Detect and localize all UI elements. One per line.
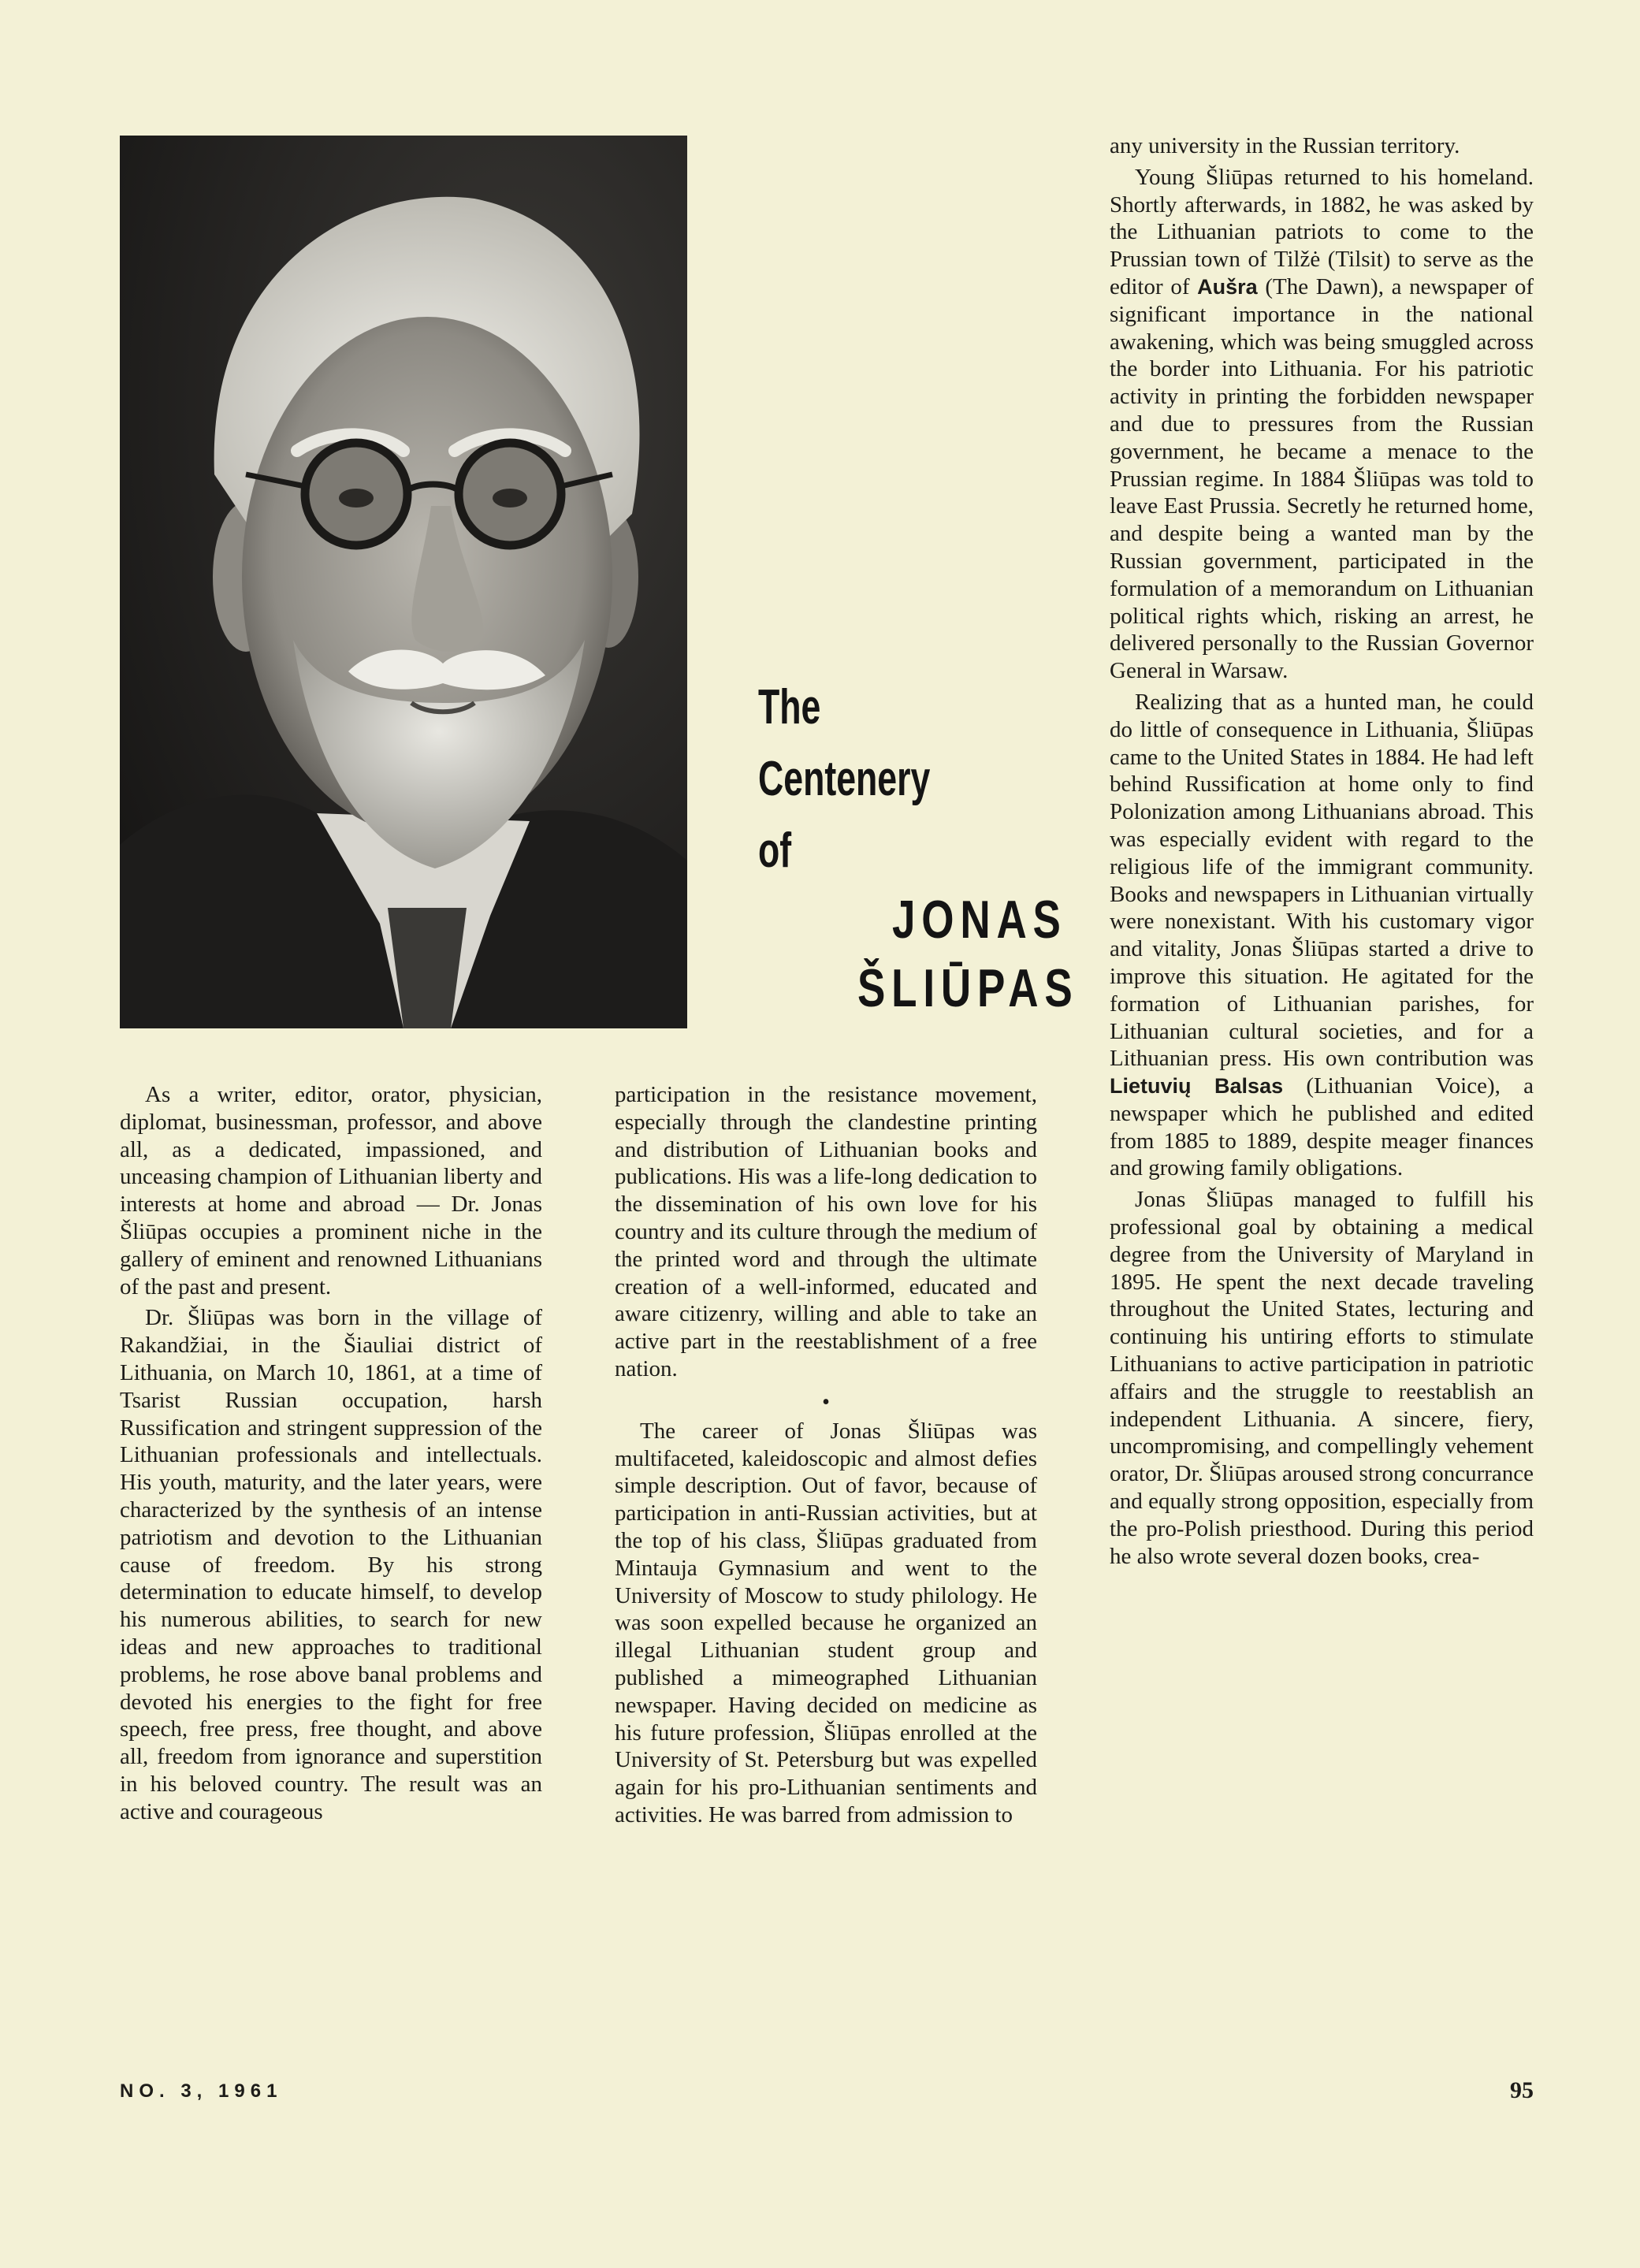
title-line-of: of (758, 824, 792, 878)
portrait-icon (120, 136, 687, 1028)
issue-label: NO. 3, 1961 (120, 2080, 283, 2102)
article-column-1 (120, 1081, 542, 1826)
article-column-2 (615, 1081, 1037, 1829)
portrait-photo (120, 136, 687, 1028)
section-bullet: • (822, 1389, 830, 1415)
paragraph (1110, 164, 1534, 685)
paragraph: participation in the resistance movement, especially through the clandestine printing and distribution of Lithuanian books and publications. His was a life-long dedication to the dissemination of his own love for his country and its culture through the medium of the printed word and through the ultimate creation of a well-informed, educated and aware citizenry, willing and able to take an active part in the reestablishment of a free nation. (615, 1082, 1037, 1381)
page-number: 95 (1510, 2077, 1534, 2103)
newspaper-title-lietuviu-balsas: Lietuvių Balsas (1110, 1074, 1284, 1099)
paragraph: As a writer, editor, orator, physician, diplomat, businessman, professor, and above all, as a dedicated, impassioned, and unceasing champion of Lithuanian liberty and interests at home and abroad — Dr. Jonas Šliūpas occupies a prominent niche in the gallery of eminent and renowned Lithuanians of the past and present. (120, 1082, 542, 1299)
paragraph-text: (Lithuanian Voice), a newspaper which he published and edited from 1885 to 1889, despite meager finances and growing family obligations. (1110, 1073, 1534, 1181)
title-name-last: ŠLIŪPAS (857, 958, 1079, 1018)
paragraph: Jonas Šliūpas managed to fulfill his professional goal by obtaining a medical degree from the University of Maryland in 1895. He spent the next decade traveling throughout the United States, lecturing and continuing his untiring efforts to stimulate Lithuanians to active participation in patriotic affairs and the struggle to reestablish an independent Lithuania. A sincere, fiery, uncompromising, and compellingly vehement orator, Dr. Šliūpas aroused strong concurrance and equally strong opposition, especially from the pro-Polish priesthood. During this period he also wrote several dozen books, crea- (1110, 1187, 1534, 1569)
paragraph-text: Young Šliūpas returned to his homeland. Shortly afterwards, in 1882, he was asked by the Lithuanian patriots to come to the Prussian town of Tilžė (Tilsit) to serve as the editor of (1110, 164, 1534, 299)
title-name-first: JONAS (892, 890, 1067, 950)
newspaper-title-ausra: Aušra (1197, 274, 1258, 299)
paragraph (1110, 689, 1534, 1182)
paragraph-text: Realizing that as a hunted man, he could do little of consequence in Lithuania, Šliūpas came to the United States in 1884. He had left behind Russification at home only to find Polonization among Lithuanians abroad. This was especially evident with regard to the religious life of the immigrant community. Books and newspapers in Lithuanian virtually were nonexistant. With his customary vigor and vitality, Jonas Šliūpas started a drive to improve this situation. He agitated for the formation of Lithuanian parishes, for Lithuanian cultural societies, and for a Lithuanian press. His own contribution was (1110, 689, 1534, 1072)
paragraph: any university in the Russian territory. (1110, 133, 1460, 158)
paragraph: The career of Jonas Šliūpas was multifaceted, kaleidoscopic and almost defies simple description. Out of favor, because of participation in anti-Russian activities, but at the top of his class, Šliūpas graduated from Mintauja Gymnasium and went to the University of Moscow to study philology. He was soon expelled because he organized an illegal Lithuanian student group and published a mimeographed Lithuanian newspaper. Having decided on medicine as his future profession, Šliūpas enrolled at the University of St. Petersburg but was expelled again for his pro-Lithuanian sentiments and activities. He was barred from admission to (615, 1418, 1037, 1827)
article-column-3 (1110, 132, 1534, 1570)
title-line-the: The (758, 680, 821, 734)
paragraph-text: (The Dawn), a newspaper of significant importance in the national awakening, which was being smuggled across the border into Lithuania. For his patriotic activity in printing the forbidden newspaper and due to pressures from the Russian government, he became a menace to the Prussian regime. In 1884 Šliūpas was told to leave East Prussia. Secretly he returned home, and despite being a wanted man by the Russian government, participated in the formulation of a memorandum on Lithuanian political rights which, risking an arrest, he delivered personally to the Russian Governor General in Warsaw. (1110, 273, 1534, 684)
title-line-centenery: Centenery (758, 752, 931, 806)
paragraph: Dr. Šliūpas was born in the village of Rakandžiai, in the Šiauliai district of Lithuania, on March 10, 1861, at a time of Tsarist Russian occupation, harsh Russification and stringent suppression of the Lithuanian professionals and intellectuals. His youth, maturity, and the later years, were characterized by the synthesis of an intense patriotism and devotion to the Lithuanian cause of freedom. By his strong determination to educate himself, to develop his numerous abilities, to search for new ideas and new approaches to traditional problems, he rose above banal problems and devoted his energies to the fight for free speech, free press, free thought, and above all, freedom from ignorance and superstition in his beloved country. The result was an active and courageous (120, 1305, 542, 1824)
